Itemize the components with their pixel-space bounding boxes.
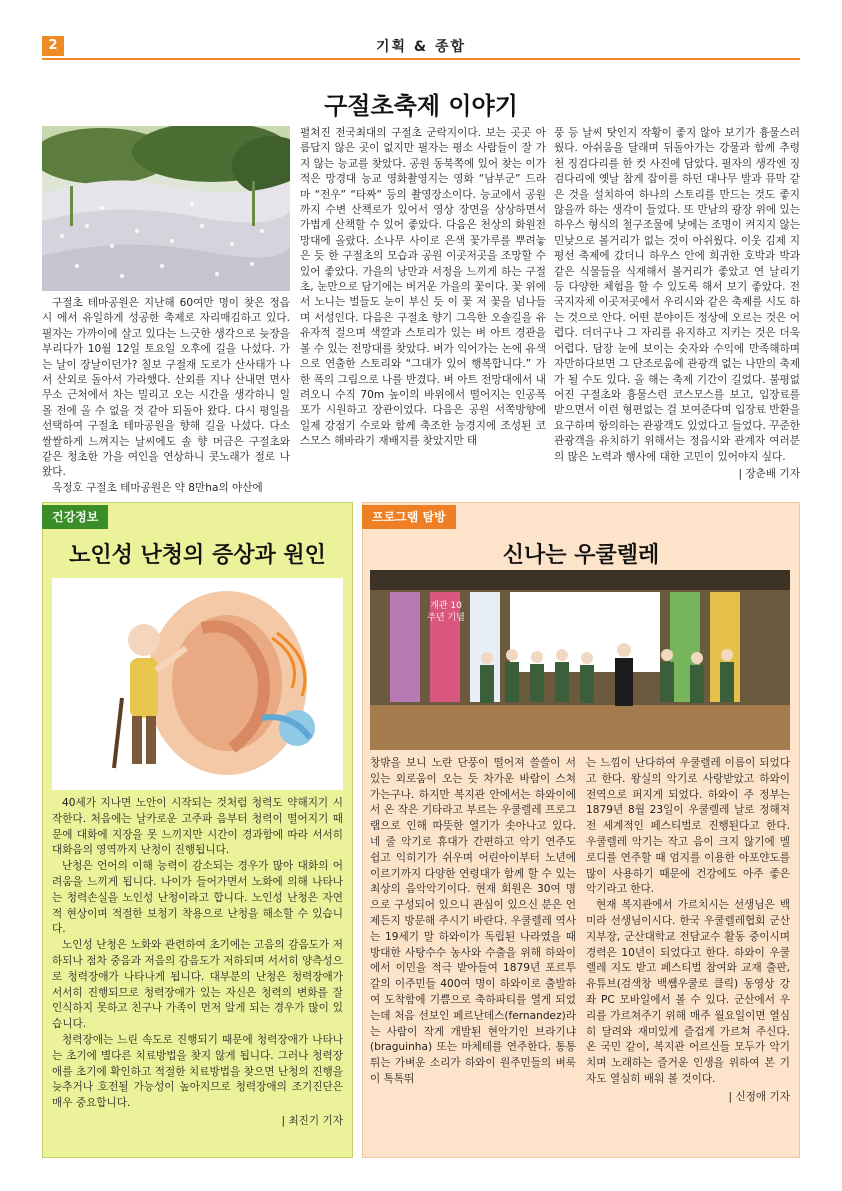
program-paragraph: 는 느낌이 난다하여 우쿨렐레 이름이 되었다고 한다. 왕실의 악기로 사랑받았고 하와이 전역으로 퍼지게 되었다. 하와이 주 정부는 1879년 8월 23일이 우쿨렐레 날로 정해져 전 세계적인 페스티벌로 진행된다고 한다. 우쿨렐레 악기는 작고 음이 크지 않기에 멜로디를 연주할 때 엄지를 이용한 아포얀도를 많이 사용하기 때문에 건강에도 아주 좋은 악기라고 한다. <box>586 757 790 896</box>
program-paragraph: 현재 복지관에서 가르치시는 선생님은 백미라 선생님이시다. 한국 우쿨렐레협회 군산 지부장, 군산대학교 전담교수 활동 중이시며 경력은 10년이 되었다고 한다. 하와이 우쿨렐레 지도 받고 페스티벌 참여와 교재 출판, 유튜브(검색창 백쌤우쿨로 클릭) 동영상 강좌 PC 모바일에서 볼 수 있다. 군산에서 우리를 가르쳐주기 위해 매주 월요일이면 열심히 달려와 재미있게 즐겁게 가르쳐 주신다. 온 국민 같이, 복지관 어르신들 모두가 악기치며 노래하는 즐거운 인생을 위하여 본 기자도 열심히 배워 볼 것이다. <box>586 899 790 1085</box>
header-rule <box>42 58 800 60</box>
program-column-1 <box>370 756 576 1088</box>
page-number: 2 <box>42 36 64 56</box>
health-paragraph: 난청은 언어의 이해 능력이 감소되는 경우가 많아 대화의 어려움을 느끼게 됩니다. 나이가 들어가면서 노화에 의해 나타나는 청력손실을 노인성 난청이라고 합니다. 노인성 난청은 자연적 현상이며 적절한 보청기 착용으로 난청을 해소할 수 있습니다. <box>52 860 343 936</box>
health-body <box>52 796 343 1130</box>
feature-photo-flower-field <box>42 126 290 291</box>
program-byline: | 신정애 기자 <box>728 1090 790 1103</box>
health-paragraph: 40세가 지나면 노안이 시작되는 것처럼 청력도 약해지기 시작한다. 처음에는 날카로운 고주파 음부터 청력이 떨어지기 때문에 대화에 지장을 못 느끼지만 시간이 경과함에 따라 서서히 대화음의 영역까지 난청이 진행됩니다. <box>52 797 343 857</box>
program-paragraph: 창밖을 보니 노란 단풍이 떨어져 쓸쓸이 서 있는 외로움이 오는 듯 차가운 바람이 스쳐 가는구나. 하지만 복지관 안에서는 하와이에서 온 작은 기타라고 부르는 우쿨렐레 프로그램으로 인해 따뜻한 열기가 솟아나고 있다. 네 줄 악기로 휴대가 간편하고 악기 연주도 쉽고 익히기가 쉬우며 어린아이부터 노년에 이르기까지 다양한 연령대가 함께 할 수 있는 최상의 음악악기이다. 현재 회원은 30여 명으로 구성되어 있으니 관심이 있으신 분은 언제든지 방문해 주시기 바란다. 우쿨렐레 역사는 19세기 말 하와이가 독립된 나라였을 때 방대한 사탕수수 농사와 수출을 위해 하와이에서 이민을 적극 받아들여 1879년 포르투갈의 이주민들 400여 명이 하와이로 출발하여 도착함에 기쁨으로 축하파티를 열게 되었는데 처음 선보인 페르난데스(fernandez)라는 사람이 작게 개발된 현악기인 브라기냐(braguinha) 또는 마체테를 연주한다. 통통 튀는 가벼운 소리가 하와이 원주민들의 벼룩이 톡톡뛰 <box>370 757 576 1085</box>
program-column-2 <box>586 756 790 1106</box>
program-tag: 프로그램 탐방 <box>362 505 456 529</box>
feature-column-1 <box>42 296 290 496</box>
feature-paragraph: 구절초 테마공원은 지난해 60여만 명이 찾은 정읍시 에서 유일하게 성공한 축제로 자리매김하고 있다. 필자는 가까이에 살고 있다는 느긋한 생각으로 늦장을 부리다가 10월 12일 토요일 오후에 길을 나섰다. 가는 날이 장날이던가? 칠보 구절재 도로가 산사태가 나서 산외로 돌아서 가라했다. 산외를 지나 산내면 면사무소 근처에서 차는 밀리고 오는 시간을 생각하니 일몰 전에 올 수 없을 것 같아 되돌아 왔다. 다시 평일을 선택하여 구절초 테마공원을 향해 길을 나섰다. 다소 쌀쌀하게 느껴지는 날씨에도 솔 향 머금은 구절초와 같은 청초한 가을 여인을 연상하니 콧노래가 절로 나왔다. <box>42 297 290 479</box>
section-heading: 기획 & 종합 <box>375 39 467 55</box>
health-illustration-ear <box>52 578 343 790</box>
health-paragraph: 청력장애는 느린 속도로 진행되기 때문에 청력장애가 나타나는 초기에 별다른 치료방법을 찾지 않게 됩니다. 그러나 청력장애를 초기에 확인하고 적절한 치료방법을 찾으면 난청의 진행을 늦추거나 호전될 가능성이 높아지므로 청력장애의 조기진단은 매우 중요합니다. <box>52 1033 343 1110</box>
health-title: 노인성 난청의 증상과 원인 <box>69 543 326 568</box>
program-photo-banner: 개관 10주년 기념 <box>427 601 465 623</box>
health-byline: | 최진기 기자 <box>281 1114 343 1127</box>
feature-column-3 <box>554 126 800 482</box>
health-tag: 건강정보 <box>42 505 108 529</box>
program-photo-ukulele-performance <box>370 570 790 750</box>
feature-paragraph: 옥정호 구절초 테마공원은 약 8만ha의 야산에 <box>52 481 263 494</box>
feature-column-2 <box>300 126 546 450</box>
health-paragraph: 노인성 난청은 노화와 관련하여 초기에는 고음의 감음도가 저하되나 점차 중음과 저음의 감음도가 저하되며 서서히 양측성으로 청력장애가 나타나게 됩니다. 대부분의 난청은 청력장애가 서서히 진행되므로 청력장애가 있는 자신은 청력의 변화를 잘 인식하지 못하고 친구나 가족이 먼저 알게 되는 경우가 많이 있습니다. <box>52 939 343 1031</box>
program-title: 신나는 우쿨렐레 <box>502 543 660 568</box>
feature-paragraph: 펼쳐진 전국최대의 구절초 군락지이다. 보는 곳곳 아름답지 않은 곳이 없지만 필자는 평소 사람들이 잘 가지 않는 능교를 찾았다. 공원 동북쪽에 있어 찾는 이가 적은 망경대 능교 영화촬영지는 영화 “남부군” 드라마 “전우” “타짜” 등의 촬영장소이다. 능교에서 공원까지 수변 산책로가 있어서 영상 장면을 상상하면서 가볍게 산책할 수 있어 좋았다. 다음은 천상의 화원전망대에 올랐다. 소나무 사이로 은색 꽃가루를 뿌려놓은 듯 한 구절초의 모습과 공원 이곳저곳을 조망할 수 있어 좋았다. 가을의 낭만과 서정을 느끼게 하는 구절초, 눈만으로 담기에는 버거운 가을의 꽃이다. 꽃 위에서 노니는 벌들도 눈이 부신 듯 이 꽃 저 꽃을 넘나들며 서성인다. 다음은 구절초 향기 그윽한 오솔길을 유유자적 걸으며 색깔과 스토리가 있는 벼 아트 경관을 볼 수 있는 전망대를 찾았다. 벼가 익어가는 논에 유색으로 연출한 스토리와 “그대가 있어 행복합니다.” 가 한 폭의 그림으로 나를 반겼다. 벼 아트 전망대에서 내려오니 수직 70m 높이의 바위에서 떨어지는 인공폭포가 시원하고 장관이었다. 다음은 공원 서쪽방향에 일제 강점기 수로와 함께 축조한 능경지에 조성된 코스모스 해바라기 재배지를 찾았지만 태 <box>300 127 546 448</box>
feature-paragraph: 풍 등 날씨 탓인지 작황이 좋지 않아 보기가 흉물스러웠다. 아쉬움을 달래며 뒤돌아가는 강물과 함께 추령천 징검다리를 한 컷 사진에 담았다. 필자의 생각엔 징검다리에 옛날 참게 잡이를 하던 대나무 발과 뮤막 같은 것을 설치하여 하나의 스토리를 만드는 것도 좋지 않을까 하는 생각이 들었다. 또 만남의 광장 위에 있는 하우스 형식의 철구조물에 낮에는 조명이 켜지지 않는 민낮으로 볼거리가 없는 것이 아쉬웠다. 이웃 김제 지평선 축제에 갔더니 하우스 안에 희귀한 호박과 박과 같은 식물들을 식재해서 볼거리가 좋았고 연 날리기 등 다양한 체험을 할 수 있도록 해서 보기 좋았다. 전국지자체 이곳저곳에서 우리시와 같은 축제를 시도 하는 것으로 안다. 어떤 분야이든 정상에 오르는 것은 어렵다. 더더구나 그 자리를 유지하고 지키는 것은 더욱 어렵다. 담장 눈에 보이는 숫자와 수익에 만족해하며 자만하다보면 그 단조로움에 관광객 없는 나만의 축제가 될 수도 있다. 올 해는 축제 기간이 길었다. 불평없어진 구절초와 흉물스런 코스모스를 보고, 입장료를 받으면서 이런 형편없는 걸 보여준다며 입장료 반환을 요구하며 항의하는 관광객도 있었다고 들었다. 꾸준한 관광객을 유치하기 위해서는 정읍시와 관계자 여러분의 많은 노력과 행사에 대한 고민이 있어야지 싶다. <box>554 127 800 463</box>
feature-title: 구절초축제 이야기 <box>324 92 518 120</box>
feature-byline: | 장춘배 기자 <box>738 467 800 480</box>
